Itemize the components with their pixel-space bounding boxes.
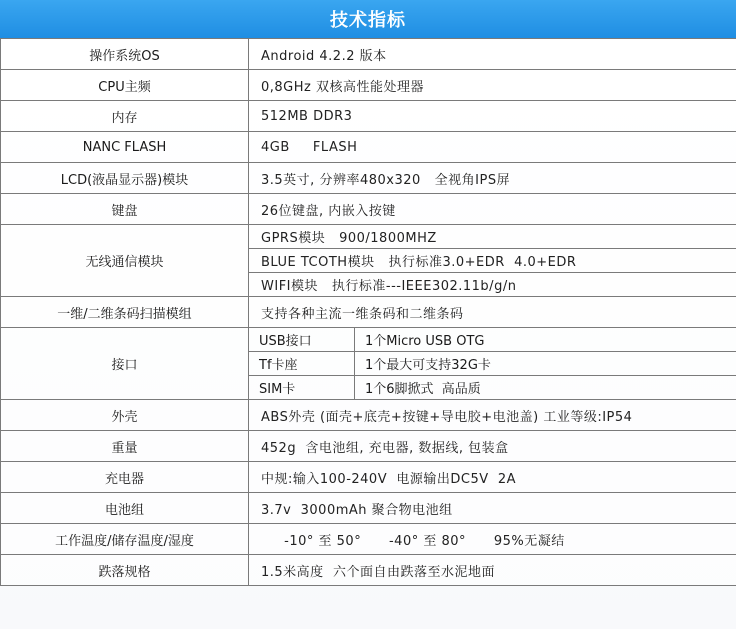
row-label-barcode: 一维/二维条码扫描模组 (1, 297, 249, 328)
row-value-flash: 4GB FLASH (249, 132, 736, 163)
interface-value-usb: 1个Micro USB OTG (355, 328, 736, 352)
row-value-charger: 中规:输入100-240V 电源输出DC5V 2A (249, 462, 736, 493)
table-row (1, 101, 736, 132)
table-row (1, 132, 736, 163)
interface-value-sim: 1个6脚掀式 高品质 (355, 376, 736, 400)
wireless-item-gprs: GPRS模块 900/1800MHZ (249, 225, 736, 249)
row-value-battery: 3.7v 3000mAh 聚合物电池组 (249, 493, 736, 524)
table-row (1, 431, 736, 462)
table-row (1, 328, 736, 352)
row-label-weight: 重量 (1, 431, 249, 462)
row-value-temperature: -10° 至 50° -40° 至 80° 95%无凝结 (249, 524, 736, 555)
wireless-item-wifi: WIFI模块 执行标准---IEEE302.11b/g/n (249, 273, 736, 297)
interface-name-tf: Tf卡座 (249, 352, 355, 376)
interface-name-usb: USB接口 (249, 328, 355, 352)
row-value-lcd: 3.5英寸, 分辨率480x320 全视角IPS屏 (249, 163, 736, 194)
row-label-flash: NANC FLASH (1, 132, 249, 163)
row-value-memory: 512MB DDR3 (249, 101, 736, 132)
row-value-keyboard: 26位键盘, 内嵌入按键 (249, 194, 736, 225)
row-label-drop: 跌落规格 (1, 555, 249, 586)
row-label-temperature: 工作温度/储存温度/湿度 (1, 524, 249, 555)
row-value-case: ABS外壳 (面壳+底壳+按键+导电胶+电池盖) 工业等级:IP54 (249, 400, 736, 431)
row-label-interface: 接口 (1, 328, 249, 400)
row-label-os: 操作系统OS (1, 39, 249, 70)
table-row (1, 70, 736, 101)
table-row (1, 225, 736, 249)
table-row (1, 194, 736, 225)
row-value-barcode: 支持各种主流一维条码和二维条码 (249, 297, 736, 328)
interface-value-tf: 1个最大可支持32G卡 (355, 352, 736, 376)
row-label-charger: 充电器 (1, 462, 249, 493)
row-label-case: 外壳 (1, 400, 249, 431)
table-row (1, 524, 736, 555)
row-label-cpu: CPU主频 (1, 70, 249, 101)
row-value-drop: 1.5米高度 六个面自由跌落至水泥地面 (249, 555, 736, 586)
table-row (1, 462, 736, 493)
row-label-battery: 电池组 (1, 493, 249, 524)
table-row (1, 555, 736, 586)
row-label-lcd: LCD(液晶显示器)模块 (1, 163, 249, 194)
table-row (1, 297, 736, 328)
row-value-os: Android 4.2.2 版本 (249, 39, 736, 70)
row-value-cpu: 0,8GHz 双核高性能处理器 (249, 70, 736, 101)
table-row (1, 493, 736, 524)
wireless-item-bluetooth: BLUE TCOTH模块 执行标准3.0+EDR 4.0+EDR (249, 249, 736, 273)
table-row (1, 163, 736, 194)
row-label-wireless: 无线通信模块 (1, 225, 249, 297)
row-value-weight: 452g 含电池组, 充电器, 数据线, 包装盒 (249, 431, 736, 462)
spec-table (0, 38, 736, 586)
row-label-memory: 内存 (1, 101, 249, 132)
table-row (1, 39, 736, 70)
interface-name-sim: SIM卡 (249, 376, 355, 400)
page-title: 技术指标 (0, 0, 736, 38)
row-label-keyboard: 键盘 (1, 194, 249, 225)
table-row (1, 400, 736, 431)
